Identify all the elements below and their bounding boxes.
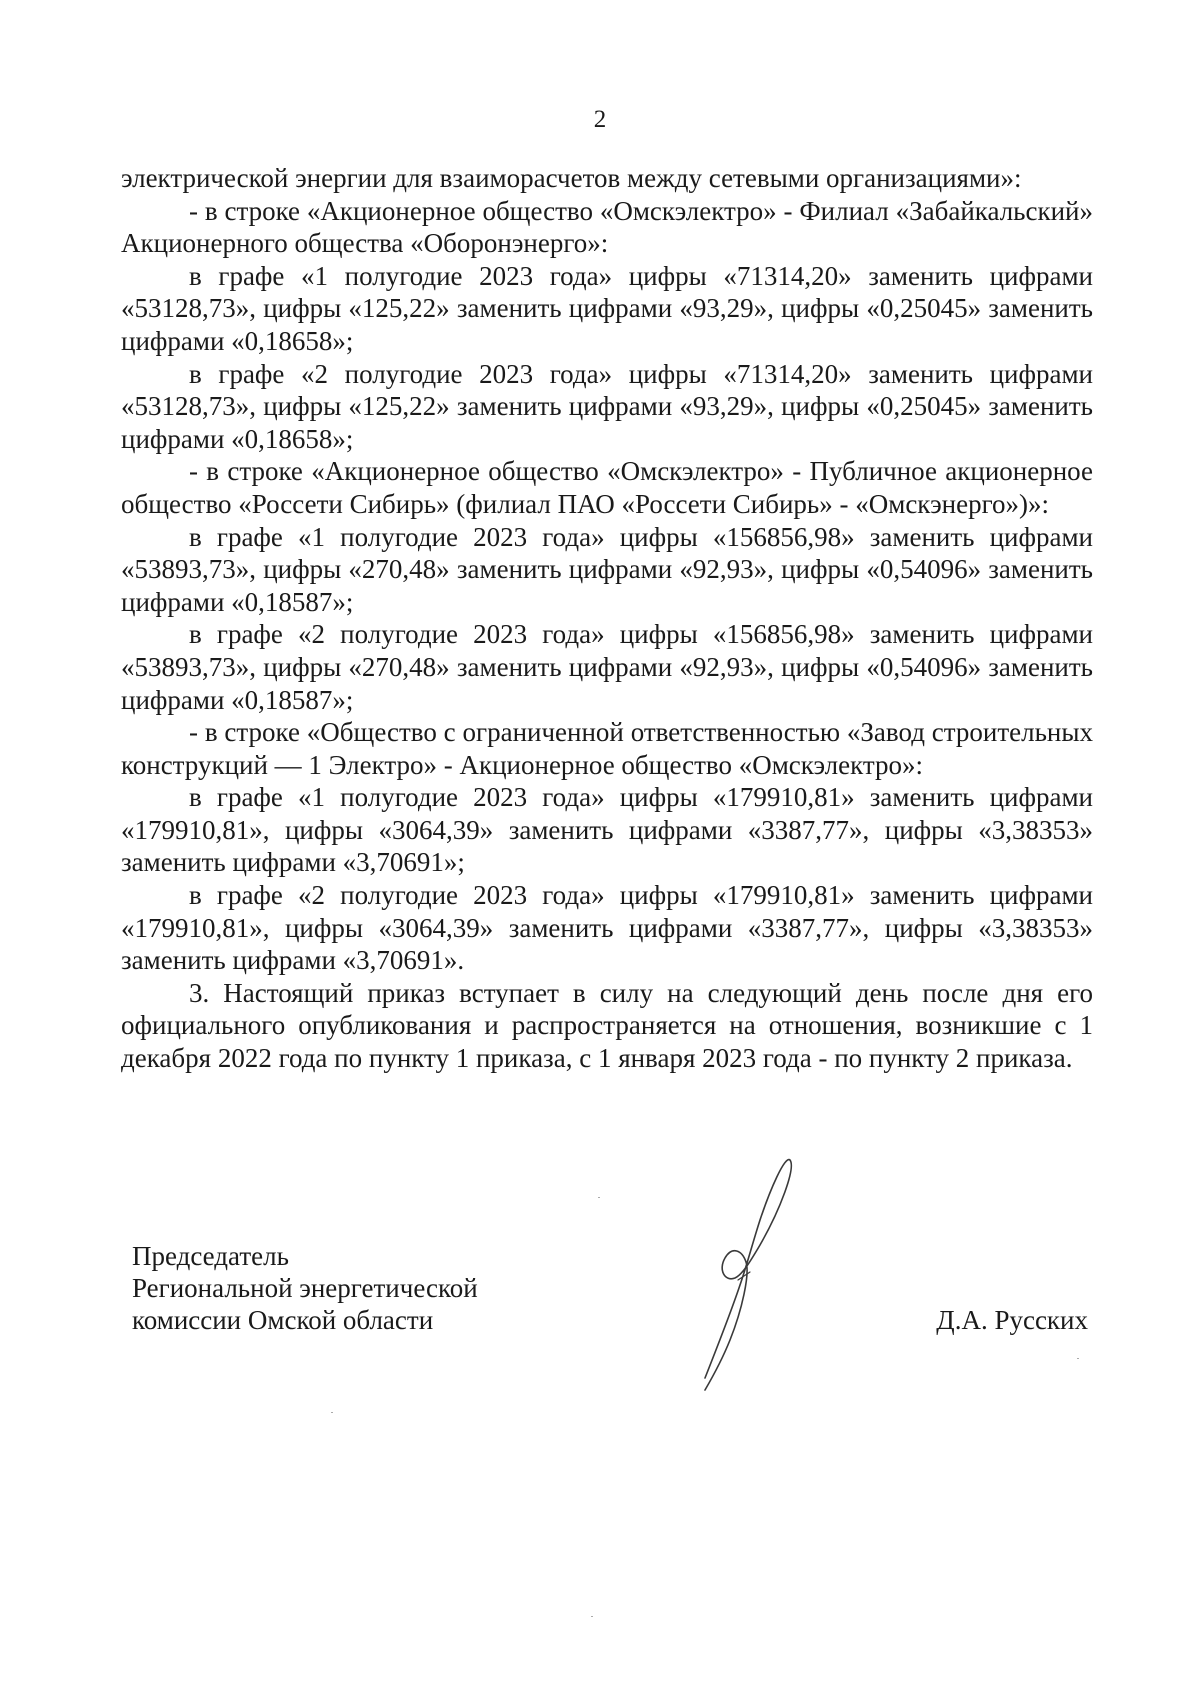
document-body xyxy=(121,162,1093,1075)
paragraph-row-item: - в строке «Общество с ограниченной ответственностью «Завод строительных конструкций — 1 Электро» - Акционерное общество «Омскэлектро»: xyxy=(121,717,1093,780)
paragraph-column-change: в графе «2 полугодие 2023 года» цифры «179910,81» заменить цифрами «179910,81», цифры «3064,39» заменить цифрами «3387,77», цифры «3,38353» заменить цифрами «3,70691». xyxy=(121,880,1093,976)
paragraph-continuation: электрической энергии для взаиморасчетов между сетевыми организациями»: xyxy=(121,163,1022,193)
scan-speck xyxy=(331,1412,333,1413)
paragraph-effective-date: 3. Настоящий приказ вступает в силу на следующий день после дня его официального опубликования и распространяется на отношения, возникшие с 1 декабря 2022 года по пункту 1 приказа, с 1 января 2023 года - по пункту 2 приказа. xyxy=(121,977,1093,1074)
paragraph-row-item: - в строке «Акционерное общество «Омскэлектро» - Филиал «Забайкальский» Акционерного общества «Оборонэнерго»: xyxy=(121,195,1093,259)
page-number: 2 xyxy=(593,106,607,133)
signatory-position-line: Региональной энергетической xyxy=(132,1273,478,1303)
paragraph-column-change: в графе «1 полугодие 2023 года» цифры «156856,98» заменить цифрами «53893,73», цифры «270,48» заменить цифрами «92,93», цифры «0,54096» заменить цифрами «0,18587»; xyxy=(121,521,1093,617)
handwritten-signature xyxy=(680,1150,820,1400)
paragraph-column-change: в графе «1 полугодие 2023 года» цифры «71314,20» заменить цифрами «53128,73», цифры «125,22» заменить цифрами «93,29», цифры «0,25045» заменить цифрами «0,18658»; xyxy=(121,260,1093,356)
scan-speck xyxy=(591,1616,593,1617)
paragraph-column-change: в графе «2 полугодие 2023 года» цифры «71314,20» заменить цифрами «53128,73», цифры «125,22» заменить цифрами «93,29», цифры «0,25045» заменить цифрами «0,18658»; xyxy=(121,358,1093,454)
signatory-position-line: комиссии Омской области xyxy=(132,1305,434,1335)
paragraph-row-item: - в строке «Акционерное общество «Омскэлектро» - Публичное акционерное общество «Россети Сибирь» (филиал ПАО «Россети Сибирь» - «Омскэнерго»)»: xyxy=(121,456,1093,519)
signatory-position-line: Председатель xyxy=(132,1241,289,1271)
signatory-position xyxy=(132,1240,478,1336)
paragraph-column-change: в графе «2 полугодие 2023 года» цифры «156856,98» заменить цифрами «53893,73», цифры «270,48» заменить цифрами «92,93», цифры «0,54096» заменить цифрами «0,18587»; xyxy=(121,619,1093,715)
scan-speck xyxy=(1077,1358,1079,1359)
signatory-name: Д.А. Русских xyxy=(936,1305,1088,1335)
scan-speck xyxy=(598,1197,600,1198)
paragraph-column-change: в графе «1 полугодие 2023 года» цифры «179910,81» заменить цифрами «179910,81», цифры «3064,39» заменить цифрами «3387,77», цифры «3,38353» заменить цифрами «3,70691»; xyxy=(121,782,1093,878)
